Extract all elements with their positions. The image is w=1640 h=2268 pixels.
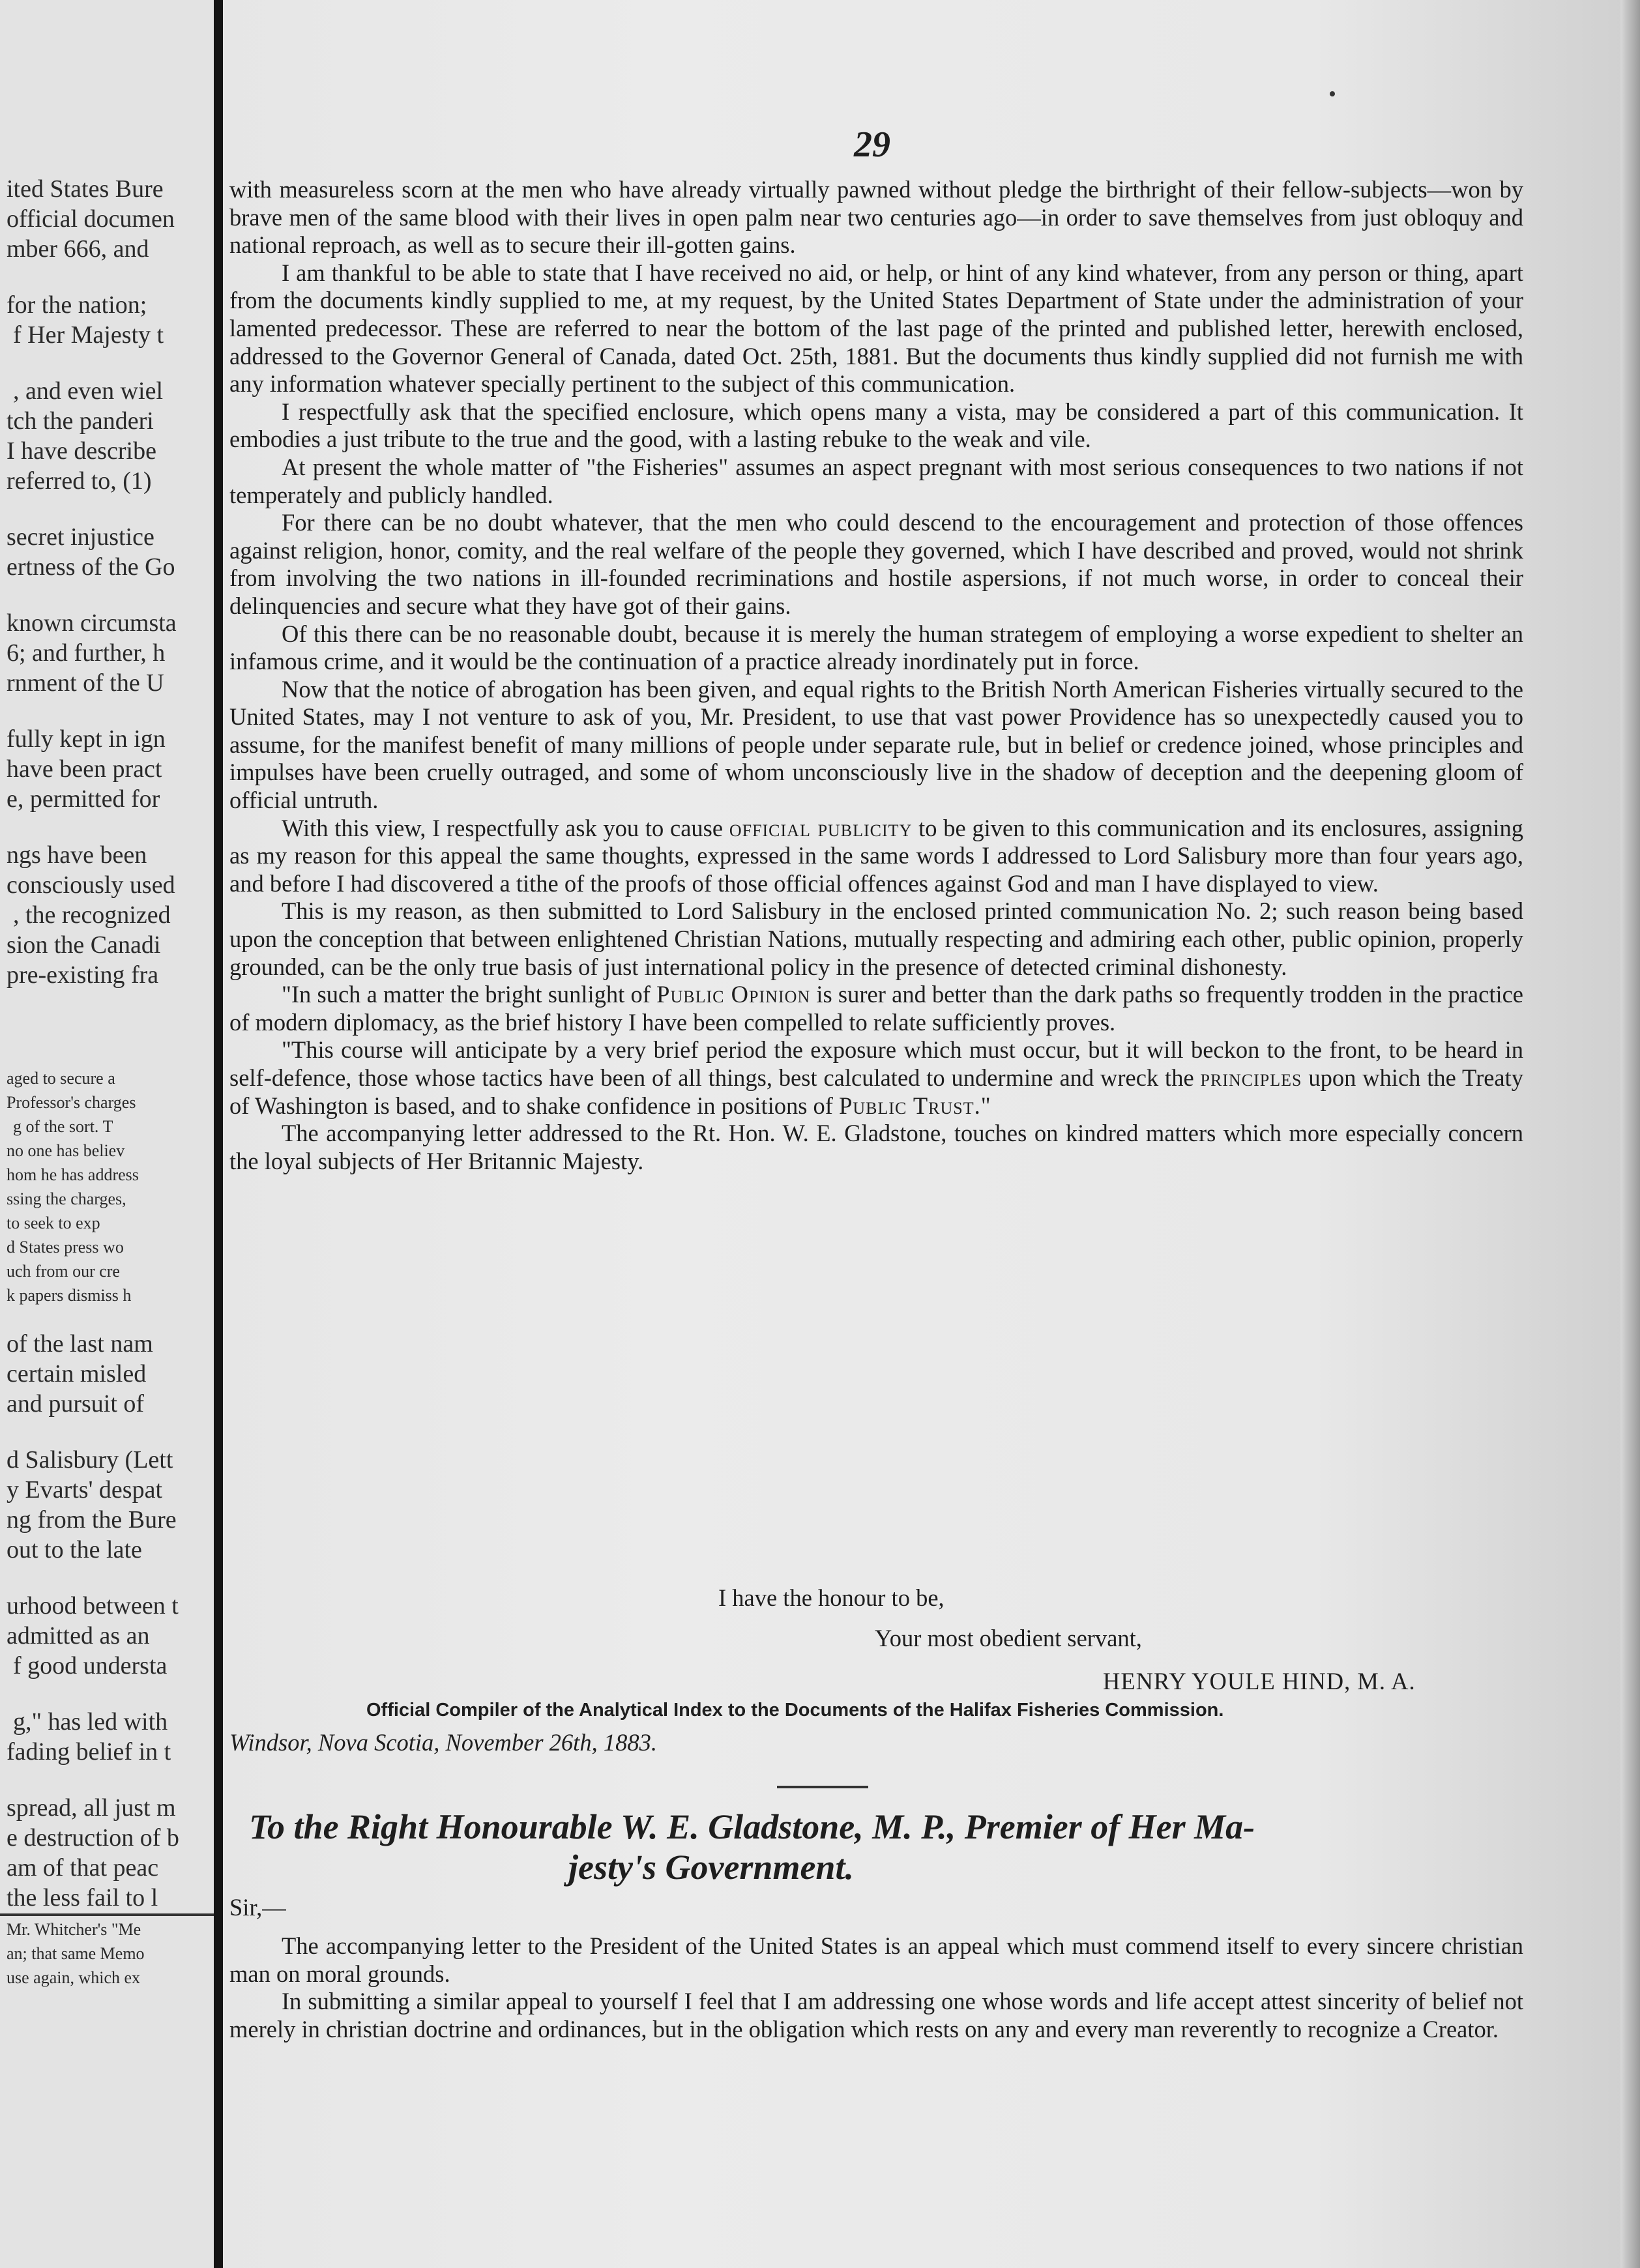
fragment-line: y Evarts' despat [7, 1476, 163, 1504]
small-caps-text: official publicity [729, 814, 913, 841]
paragraph: The accompanying letter addressed to the Rt. Hon. W. E. Gladstone, touches on kindred matters which more especially concern the loyal subjects of Her Britannic Majesty. [229, 1120, 1523, 1174]
heading-line: To the Right Honourable W. E. Gladstone, M. P., Premier of Her Ma- [249, 1807, 1255, 1846]
fragment-line: fading belief in t [7, 1738, 171, 1766]
paragraph: For there can be no doubt whatever, that the men who could descend to the encouragement and protection of those offences against religion, honor, comity, and the real welfare of the people they governed, which I have described and proved, would not shrink from involving the two nations in ill-founded recriminations and hostile aspersions, if not much worse, in order to conceal their delinquencies and secure what they have got of their gains. [229, 509, 1523, 619]
fragment-line: consciously used [7, 871, 175, 899]
closing-servant: Your most obedient servant, [875, 1625, 1142, 1651]
gladstone-letter-heading [229, 1807, 1523, 1887]
fragment-line: urhood between t [7, 1592, 179, 1620]
paragraph: The accompanying letter to the President of the United States is an appeal which must commend itself to every sincere christian man on moral grounds. [229, 1932, 1523, 1987]
fragment-line: uch from our cre [7, 1262, 120, 1281]
heading-line: jesty's Government. [568, 1848, 854, 1887]
paragraph: Now that the notice of abrogation has been given, and equal rights to the British North American Fisheries virtually secured to the United States, may I not venture to ask of you, Mr. President, to use that vast power Providence has so unexpectedly caused you to assume, for the manifest benefit of many millions of people under separate rule, but in belief or credence joined, whose principles and impulses have been cruelly outraged, and some of whom unconsciously live in the shadow of deception and the deepening gloom of official untruth. [229, 675, 1523, 814]
fragment-line: g," has led with [13, 1708, 168, 1736]
fragment-line: spread, all just m [7, 1794, 176, 1822]
paragraph: Of this there can be no reasonable doubt, because it is merely the human strategem of employing a worse expedient to shelter an infamous crime, and it would be the continuation of a practice already inordinately put in force. [229, 620, 1523, 675]
fragment-line: I have describe [7, 437, 156, 465]
signatory-name: HENRY YOULE HIND, M. A. [1103, 1668, 1416, 1694]
fragment-line: , the recognized [13, 901, 171, 929]
fragment-line: f Her Majesty t [13, 321, 164, 349]
fragment-line: f good understa [13, 1652, 168, 1679]
fragment-line: e, permitted for [7, 785, 160, 813]
closing-honour: I have the honour to be, [718, 1584, 944, 1611]
fragment-line: g of the sort. T [13, 1117, 113, 1136]
text-run: "In such a matter the bright sunlight of [282, 981, 651, 1008]
fragment-line: Professor's charges [7, 1093, 136, 1112]
fragment-line: hom he has address [7, 1165, 139, 1184]
fragment-line: an; that same Memo [7, 1944, 145, 1963]
fragment-line: known circumsta [7, 609, 177, 637]
fragment-line: the less fail to l [7, 1884, 158, 1912]
fragment-line: out to the late [7, 1536, 142, 1563]
fragment-line: , and even wiel [13, 377, 164, 405]
place-and-date: Windsor, Nova Scotia, November 26th, 1883. [229, 1729, 657, 1756]
text-run: to be given to this communication and its enclosures, assigning as my reason for this appeal the same thoughts, expressed in the same words I addressed to Lord Salisbury more than four years ago, and before I had discovered a tithe of the proofs of those official offences against God and man I have displayed to view. [229, 814, 1524, 897]
fragment-line: fully kept in ign [7, 725, 166, 753]
fragment-line: and pursuit of [7, 1390, 145, 1418]
fragment-line: d Salisbury (Lett [7, 1446, 173, 1474]
fragment-line: to seek to exp [7, 1214, 100, 1232]
paragraph: This is my reason, as then submitted to Lord Salisbury in the enclosed printed communication No. 2; such reason being based upon the conception that between enlightened Christian Nations, mutually respecting and admiring each other, public opinion, properly grounded, can be the only true basis of just international policy in the presence of detected criminal dishonesty. [229, 897, 1523, 980]
paragraph: In submitting a similar appeal to yourself I feel that I am addressing one whose words and life accept attest sincerity of belief not merely in christian doctrine and ordinances, but in the obligation which rests on any and every man reverently to recognize a Creator. [229, 1988, 1523, 2043]
text-run: is surer and better than the dark paths so frequently trodden in the practice of modern diplomacy, as the brief history I have been compelled to relate sufficiently proves. [229, 981, 1524, 1036]
fragment-line: secret injustice [7, 523, 154, 551]
fragment-line: sion the Canadi [7, 931, 161, 959]
page-gutter [214, 0, 223, 2268]
salutation: Sir,— [229, 1894, 286, 1921]
small-caps-text: Public Trust. [839, 1092, 981, 1119]
paragraph: with measureless scorn at the men who have already virtually pawned without pledge the birthright of their fellow-subjects—won by brave men of the same blood with their lives in open palm near two centuries ago—in order to save themselves from just obloquy and national reproach, as well as to secure their ill-gotten gains. [229, 176, 1523, 259]
fragment-line: admitted as an [7, 1622, 150, 1650]
fragment-line: official documen [7, 205, 175, 233]
fragment-line: no one has believ [7, 1141, 125, 1160]
signatory-title: Official Compiler of the Analytical Index to the Documents of the Halifax Fisheries Commission. [366, 1700, 1224, 1721]
fragment-line: tch the panderi [7, 407, 154, 435]
paragraph: I am thankful to be able to state that I have received no aid, or help, or hint of any kind whatever, from any person or thing, apart from the documents kindly supplied to me, at my request, by the United States Department of State under the administration of your lamented predecessor. These are referred to near the bottom of the last page of the printed and published letter, herewith enclosed, addressed to the Governor General of Canada, dated Oct. 25th, 1881. But the documents thus kindly supplied did not furnish me with any information whatever specially pertinent to the subject of this communication. [229, 259, 1523, 398]
fragment-line: ited States Bure [7, 175, 164, 203]
text-run: " [980, 1092, 991, 1119]
paragraph: I respectfully ask that the specified enclosure, which opens many a vista, may be considered a part of this communication. It embodies a just tribute to the true and the good, with a lasting rebuke to the weak and vile. [229, 398, 1523, 453]
page-edge-shadow [1620, 0, 1640, 2268]
separator-rule [777, 1786, 868, 1788]
fragment-line: Mr. Whitcher's "Me [7, 1920, 141, 1939]
paragraph: At present the whole matter of "the Fisheries" assumes an aspect pregnant with most serious consequences to two nations if not temperately and publicly handled. [229, 453, 1523, 508]
fragment-line: have been pract [7, 755, 162, 783]
ink-speck [1330, 91, 1335, 96]
fragment-line: ssing the charges, [7, 1189, 126, 1208]
fragment-line: d States press wo [7, 1238, 124, 1257]
fragment-line: 6; and further, h [7, 639, 166, 667]
fragment-line: use again, which ex [7, 1968, 141, 1987]
fragment-line: referred to, (1) [7, 467, 152, 495]
text-run: upon which the Treaty of Washington is based, and to shake confidence in positions of [229, 1064, 1524, 1119]
paragraph [229, 1036, 1523, 1120]
text-run: "This course will anticipate by a very brief period the exposure which must occur, but it will beckon to the front, to be heard in self-defence, those whose tactics have been of all things, best calculated to undermine and wreck the [229, 1036, 1523, 1091]
letter-to-president-body [229, 176, 1523, 1175]
fragment-line: pre-existing fra [7, 961, 159, 989]
fragment-line: ngs have been [7, 841, 147, 869]
fragment-line: certain misled [7, 1360, 147, 1388]
fragment-line: ertness of the Go [7, 553, 175, 581]
small-caps-text: Public Opinion [656, 981, 811, 1008]
fragment-line: ng from the Bure [7, 1506, 177, 1534]
fragment-line: am of that peac [7, 1854, 159, 1882]
left-page-fragment [0, 0, 214, 2268]
footnote-rule [0, 1913, 214, 1916]
fragment-line: mber 666, and [7, 235, 149, 263]
page-number: 29 [854, 124, 890, 165]
paragraph [229, 981, 1523, 1036]
fragment-line: e destruction of b [7, 1824, 179, 1852]
paragraph [229, 815, 1523, 898]
letter-to-gladstone-body [229, 1926, 1523, 2043]
fragment-line: of the last nam [7, 1330, 153, 1358]
small-caps-text: principles [1200, 1064, 1302, 1091]
fragment-line: for the nation; [7, 291, 147, 319]
fragment-line: rnment of the U [7, 669, 164, 697]
fragment-line: aged to secure a [7, 1069, 115, 1088]
fragment-line: k papers dismiss h [7, 1286, 132, 1305]
signature-block [229, 1577, 1523, 1786]
text-run: With this view, I respectfully ask you to cause [282, 814, 724, 841]
